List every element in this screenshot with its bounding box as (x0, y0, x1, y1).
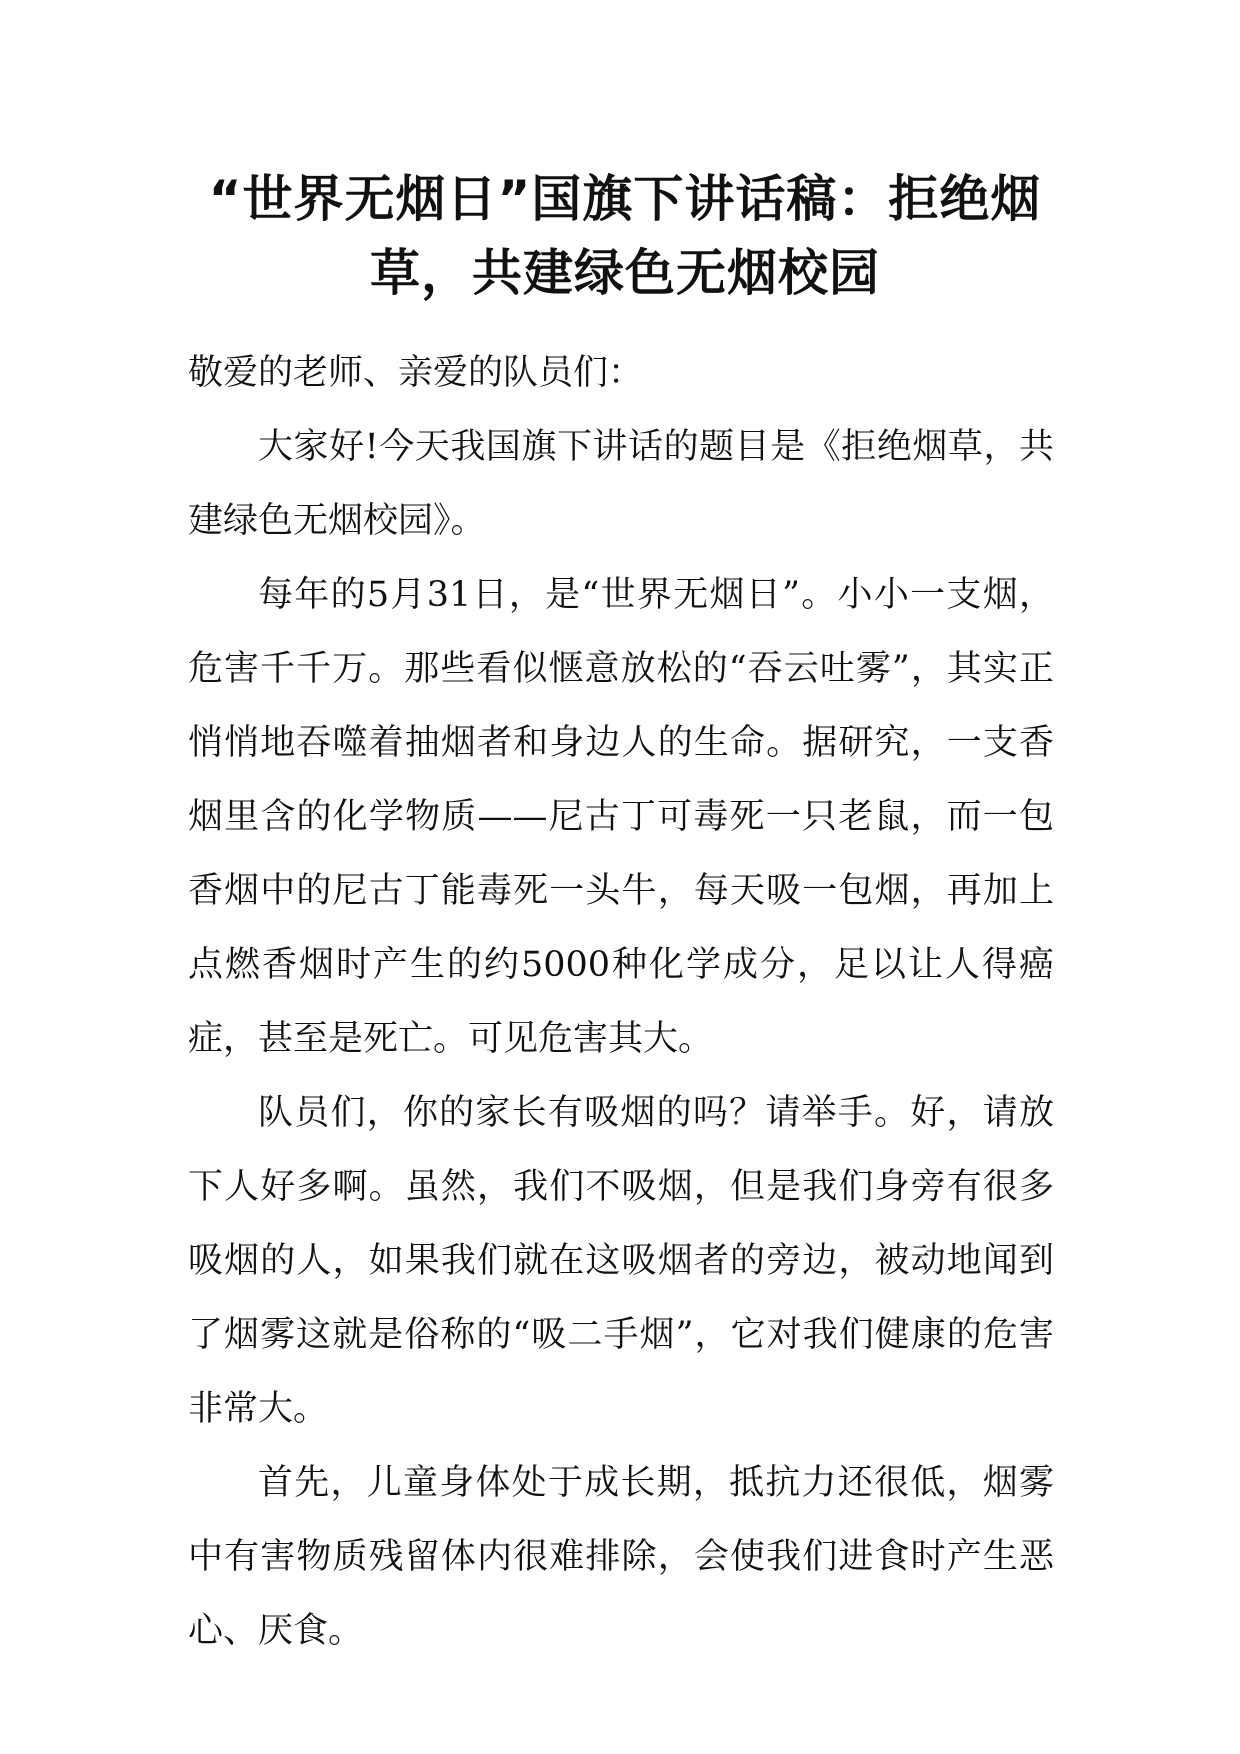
paragraph-second-hand-smoke: 队员们，你的家长有吸烟的吗？请举手。好，请放下人好多啊。虽然，我们不吸烟，但是我们身旁有很多吸烟的人，如果我们就在这吸烟者的旁边，被动地闻到了烟雾这就是俗称的“吸二手烟”，它对我们健康的危害非常大。 (188, 1093, 1054, 1429)
title-line-1: “世界无烟日”国旗下讲话稿：拒绝烟 (208, 170, 1042, 228)
document-title (180, 162, 1070, 310)
paragraph-children-health: 首先，儿童身体处于成长期，抵抗力还很低，烟雾中有害物质残留体内很难排除，会使我们进食时产生恶心、厌食。 (188, 1463, 1054, 1651)
salutation: 敬爱的老师、亲爱的队员们： (188, 353, 644, 393)
document-body (188, 336, 1054, 1668)
paragraph-smoking-harm: 每年的5月31日，是“世界无烟日”。小小一支烟，危害千千万。那些看似惬意放松的“吞云吐雾”，其实正悄悄地吞噬着抽烟者和身边人的生命。据研究，一支香烟里含的化学物质——尼古丁可毒死一只老鼠，而一包香烟中的尼古丁能毒死一头牛，每天吸一包烟，再加上点燃香烟时产生的约5000种化学成分，足以让人得癌症，甚至是死亡。可见危害其大。 (188, 575, 1054, 1059)
paragraph-greeting: 大家好!今天我国旗下讲话的题目是《拒绝烟草，共建绿色无烟校园》。 (188, 427, 1054, 541)
title-line-2: 草，共建绿色无烟校园 (370, 244, 880, 302)
